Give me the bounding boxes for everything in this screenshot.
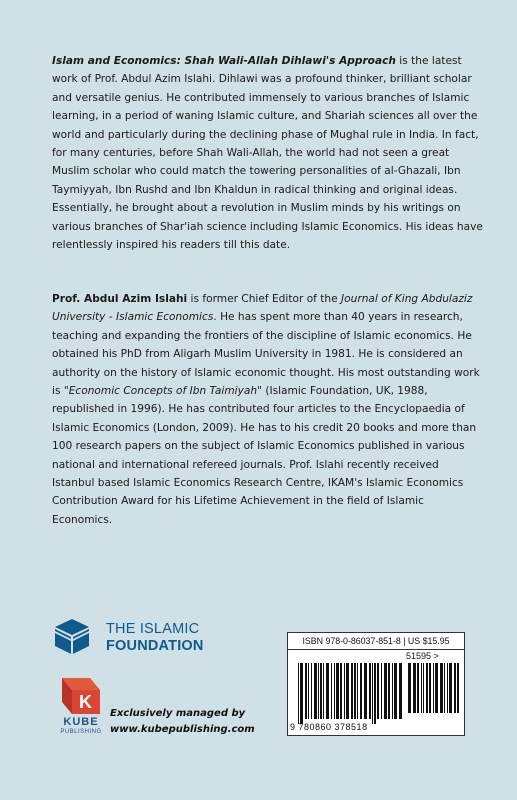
barcode-bar [449,663,452,713]
barcode-bar [320,663,322,719]
barcode-bar [384,663,387,719]
author-bio-text-3: " (Islamic Foundation, UK, 1988, republished in 1996). He has contributed four articles to the Encyclopaedia of Islamic Economics (London, 2009). He has to his credit 20 books and more than 100 research papers on the subject of Islamic Economics published in various national and international refereed journals. Prof. Islahi recently received Istanbul based Islamic Economics Research Centre, IKAM's Islamic Economics Contribution Award for his Lifetime Achievement in the field of Islamic Economics. [52,385,477,526]
ean5-number: 51595 [406,651,432,661]
barcode-bar [369,663,371,719]
barcode-bar [421,663,422,713]
barcode-bar [457,663,459,713]
author-bio-text-2: . He has spent more than 40 years in research, teaching and expanding the frontiers of the discipline of Islamic economics. He obtained his PhD from Aligarh Muslim University in 1981. He is considered an authority on the history of Islamic economic thought. His most outstanding work is " [52,311,480,398]
book-description-text: is the latest work of Prof. Abdul Azim Islahi. Dihlawi was a profound thinker, brilliant scholar and versatile genius. He contributed immensely to various branches of Islamic learning, in a period of waning Islamic culture, and Shariah sciences all over the world and particularly during the declining phase of Mughal rule in India. In fact, for many centuries, before Shah Wali-Allah, the world had not seen a great Muslim scholar who could match the towering personalities of al-Ghazali, Ibn Taymiyyah, Ibn Rushd and Ibn Khaldun in radical thinking and original ideas. Essentially, he brought about a revolution in Muslim minds by his writings on various branches of Shar'iah science including Islamic Economics. His ideas have relentlessly inspired his readers till this date. [52,55,483,252]
barcode-bar [354,663,356,719]
managed-line1: Exclusively managed by [110,708,246,719]
barcode-bar [423,663,424,713]
barcode-bar [323,663,324,719]
barcode-bar [417,663,419,713]
barcode-bar [344,663,345,719]
managed-by [110,706,255,738]
barcode-bar [314,663,317,719]
barcode-bar [440,663,443,713]
barcode-bar [426,663,428,713]
barcode-bar [334,663,335,719]
journal-name: Journal of King Abdulaziz University - Islamic Economics [52,293,473,324]
svg-text:K: K [79,692,92,712]
barcode-bar [331,663,332,719]
barcode-bar [435,663,438,713]
kube-cube-icon [52,676,110,716]
barcode-bar [298,663,299,724]
barcode-bar [447,663,448,713]
barcode-bar [351,663,353,719]
barcode-bar [357,663,358,719]
author-bio [52,290,484,529]
publisher-name [106,621,204,655]
kube-logo [52,676,112,736]
barcode-bar [326,663,329,719]
barcode-bar [413,663,416,713]
ean5-arrow: > [433,651,439,661]
barcode-bar [394,663,397,719]
barcode-bar [408,663,411,713]
barcode-bar [364,663,367,719]
author-bio-text-1: is former Chief Editor of the [187,293,342,305]
publisher-name-line1: THE ISLAMIC [106,621,200,637]
barcode-bar [388,663,390,719]
ean5-digits [406,651,439,661]
barcode-bar [360,663,362,719]
barcode-bar [305,663,307,719]
barcode-bar [318,663,319,719]
barcode-bar [311,663,312,719]
barcode-bar [392,663,393,719]
managed-url: www.kubepublishing.com [110,724,255,735]
islamic-foundation-logo [52,616,212,660]
barcode-bar [300,663,303,724]
barcode-bar [377,663,379,719]
barcode-bar [444,663,445,713]
barcode-bar [340,663,342,719]
barcode-bar [429,663,431,713]
barcode-bar [374,663,376,724]
barcode-bar [399,663,402,719]
barcode-box [287,632,465,736]
publisher-name-line2: FOUNDATION [106,638,204,654]
work-title: Economic Concepts of Ibn Taimiyah [68,385,258,398]
barcode-bar [308,663,309,719]
barcode-bar [381,663,382,719]
isbn-price: ISBN 978-0-86037-851-8 | US $15.95 [288,633,464,650]
ean13-digits: 9 780860 378518 [290,722,368,732]
kaaba-icon [52,616,92,656]
barcode-bar [454,663,456,713]
barcode [288,633,464,735]
book-title: Islam and Economics: Shah Wali-Allah Dihlawi's Approach [52,55,396,67]
author-name: Prof. Abdul Azim Islahi [52,293,188,305]
barcode-bar [346,663,349,719]
book-description [52,52,484,254]
barcode-bar [372,663,373,724]
barcode-bar [433,663,434,713]
barcode-bar [336,663,339,719]
kube-sub: PUBLISHING [60,729,102,735]
kube-name: KUBE [63,716,99,728]
